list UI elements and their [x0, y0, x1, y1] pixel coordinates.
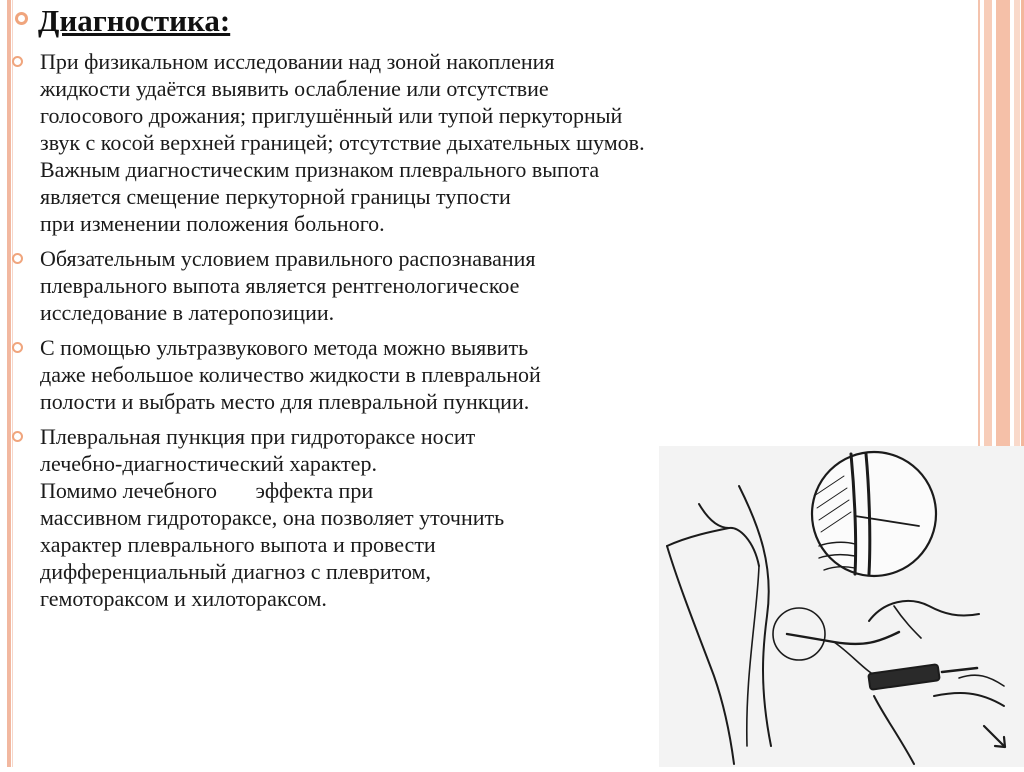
- pleural-puncture-drawing: [659, 446, 1024, 767]
- right-hand: [934, 693, 1004, 706]
- bullet-line: является смещение перкуторной границы тупости: [40, 184, 511, 209]
- pleural-puncture-illustration: [659, 446, 1024, 767]
- bullet-item-xray: [40, 245, 840, 326]
- arm-outline: [667, 546, 734, 764]
- bullet-line: С помощью ультразвукового метода можно выявить: [40, 335, 529, 360]
- lower-hand-wrist: [874, 696, 914, 764]
- title-bullet-icon: [15, 12, 28, 25]
- bullet-icon: [12, 431, 23, 442]
- bullet-line: массивном гидротораксе, она позволяет уточнить: [40, 505, 505, 530]
- left-decorative-rule: [7, 0, 11, 767]
- bullet-line: лечебно-диагностический характер.: [40, 451, 377, 476]
- shoulder-outline: [667, 528, 759, 566]
- bullet-icon: [12, 56, 23, 67]
- bullet-icon: [12, 253, 23, 264]
- bullet-line: жидкости удаётся выявить ослабление или отсутствие: [40, 76, 549, 101]
- bullet-line: голосового дрожания; приглушённый или тупой перкуторный: [40, 103, 623, 128]
- bullet-line: При физикальном исследовании над зоной накопления: [40, 49, 555, 74]
- bullet-line: Обязательным условием правильного распознавания: [40, 246, 536, 271]
- slide-title: Диагностика:: [38, 3, 231, 38]
- right-hand-finger: [959, 675, 1004, 686]
- bullet-line: дифференциальный диагноз с плевритом,: [40, 559, 431, 584]
- bullet-line: звук с косой верхней границей; отсутствие дыхательных шумов.: [40, 130, 645, 155]
- bullet-line: исследование в латеропозиции.: [40, 300, 335, 325]
- bullet-line: плеврального выпота является рентгенологическое: [40, 273, 520, 298]
- bullet-line: Плевральная пункция при гидротораксе носит: [40, 424, 476, 449]
- bullet-line: при изменении положения больного.: [40, 211, 385, 236]
- magnified-inset: [812, 452, 936, 576]
- bullet-icon: [12, 342, 23, 353]
- bullet-item-ultrasound: [40, 334, 840, 415]
- bullet-line: гемотораксом и хилотораксом.: [40, 586, 327, 611]
- puncture-site-circle: [773, 608, 825, 660]
- upper-hand: [869, 601, 979, 621]
- bullet-line: характер плеврального выпота и провести: [40, 532, 436, 557]
- syringe: [868, 664, 940, 690]
- bullet-item-physical-exam: [40, 48, 840, 237]
- arm-inner-outline: [747, 566, 759, 746]
- direction-arrow: [984, 726, 1004, 746]
- neck-outline: [699, 504, 729, 528]
- bullet-line: даже небольшое количество жидкости в плевральной: [40, 362, 541, 387]
- needle-tube: [787, 632, 899, 644]
- syringe-plunger: [942, 668, 977, 672]
- left-decorative-rule-inner: [12, 0, 13, 767]
- bullet-line: полости и выбрать место для плевральной пункции.: [40, 389, 530, 414]
- bullet-line: Важным диагностическим признаком плеврального выпота: [40, 157, 600, 182]
- bullet-line: Помимо лечебного эффекта при: [40, 478, 374, 503]
